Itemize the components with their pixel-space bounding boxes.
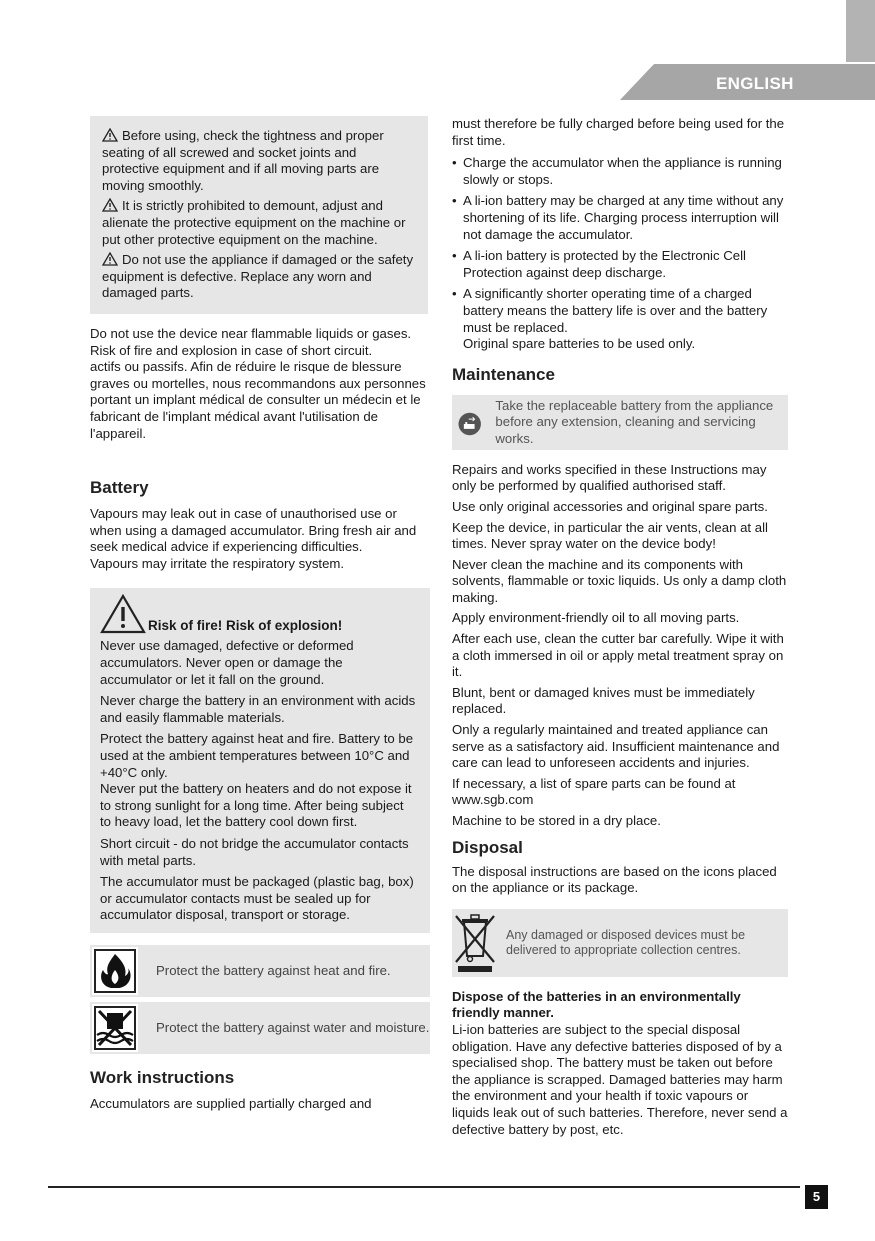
battery-heading: Battery [90, 478, 149, 498]
battery-disposal-heading: Dispose of the batteries in an environmentally friendly manner. [452, 988, 741, 1021]
spare-battery-note: Original spare batteries to be used only. [463, 336, 696, 352]
heat-fire-text: Protect the battery against heat and fire. [156, 962, 391, 978]
intro-paragraph-fr: actifs ou passifs. Afin de réduire le risque de blessure graves ou mortelles, nous recommandons aux personnes portant un implant médical de consulter un médecin et le fabricant de l'implant médical avant l'utilisation de l'appareil. [90, 359, 426, 441]
fire-paragraph: Never use damaged, defective or deformed accumulators. Never open or damage the accumulator or let it fall on the ground. [100, 638, 354, 687]
flame-icon [93, 948, 137, 994]
warning-triangle-icon [100, 594, 146, 634]
fire-heading: Risk of fire! Risk of explosion! [148, 618, 343, 634]
warning-item [102, 252, 414, 302]
fire-paragraph: Protect the battery against heat and fire. Battery to be used at the ambient temperatures between 10°C and +40°C only. [100, 731, 414, 780]
battery-disposal-text: Li-ion batteries are subject to the special disposal obligation. Have any defective batteries disposed of by a specialised shop. The battery must be taken out before the appliance is scrapped. Damaged batteries may harm the environment and your health if toxic vapours or liquids leak out of such batteries. Therefore, never send a defective battery by post, etc. [452, 1021, 788, 1137]
maintenance-paragraph: Use only original accessories and original spare parts. [452, 498, 768, 514]
list-item: • A li-ion battery is protected by the Electronic Cell Protection against deep discharge. [452, 248, 788, 281]
left-column [90, 116, 430, 1113]
maintenance-paragraph: Never clean the machine and its components with solvents, flammable or toxic liquids. Us only a damp cloth making. [452, 556, 787, 605]
fire-paragraph: Never charge the battery in an environment with acids and easily flammable materials. [100, 693, 416, 725]
warning-triangle-icon [102, 252, 118, 266]
warning-item [102, 198, 414, 248]
right-column [452, 116, 788, 1138]
maintenance-notice-text: Take the replaceable battery from the appliance before any extension, cleaning and servicing works. [495, 397, 774, 446]
warning-text: Before using, check the tightness and proper seating of all screwed and socket joints and protective equipment and if all moving parts are moving smoothly. [102, 128, 384, 193]
maintenance-paragraph: Repairs and works specified in these Instructions may only be performed by qualified authorised staff. [452, 461, 767, 494]
warning-triangle-icon [102, 128, 118, 142]
corner-tab [846, 0, 875, 62]
maintenance-paragraph: If necessary, a list of spare parts can be found at www.sgb.com [452, 775, 736, 808]
fire-heading-row [100, 594, 418, 634]
disposal-intro: The disposal instructions are based on the icons placed on the appliance or its package. [452, 863, 777, 896]
fire-paragraph: Short circuit - do not bridge the accumulator contacts with metal parts. [100, 836, 409, 868]
maintenance-paragraph: Apply environment-friendly oil to all moving parts. [452, 610, 740, 626]
maintenance-paragraph: Machine to be stored in a dry place. [452, 813, 661, 828]
intro-paragraph: Do not use the device near flammable liquids or gases. Risk of fire and explosion in case of short circuit. [90, 325, 412, 358]
warning-text: Do not use the appliance if damaged or the safety equipment is defective. Replace any worn and damaged parts. [102, 252, 414, 301]
no-water-icon [93, 1005, 137, 1051]
language-label: ENGLISH [716, 74, 794, 93]
crossed-bin-icon [452, 912, 498, 974]
battery-paragraph: Vapours may leak out in case of unauthorised use or when using a damaged accumulator. Bring fresh air and seek medical advice if experiencing difficulties. [90, 506, 417, 555]
maintenance-notice [452, 395, 788, 450]
work-continued: must therefore be fully charged before being used for the first time. [452, 116, 785, 148]
water-icon-cell [90, 1002, 140, 1054]
list-item: • A significantly shorter operating time of a charged battery means the battery life is over and the battery must be replaced. [452, 286, 788, 336]
work-instructions-heading: Work instructions [90, 1067, 235, 1087]
water-moisture-text: Protect the battery against water and moisture. [156, 1019, 430, 1035]
disposal-notice-text: Any damaged or disposed devices must be delivered to appropriate collection centres. [506, 927, 746, 957]
remove-battery-icon [458, 400, 481, 448]
fire-paragraph: The accumulator must be packaged (plastic bag, box) or accumulator contacts must be sealed up for accumulator disposal, transport or storage. [100, 874, 414, 923]
work-paragraph: Accumulators are supplied partially charged and [90, 1095, 372, 1111]
weee-icon-cell [452, 909, 498, 977]
warning-text: It is strictly prohibited to demount, adjust and alienate the protective equipment on the machine or put other protective equipment on the machine. [102, 198, 406, 247]
disposal-heading: Disposal [452, 837, 523, 857]
warning-box [90, 116, 428, 314]
maintenance-paragraph: Only a regularly maintained and treated appliance can serve as a satisfactory aid. Insufficient maintenance and care can lead to unforeseen accidents and injuries. [452, 722, 780, 771]
flame-icon-cell [90, 945, 140, 997]
maintenance-paragraph: After each use, clean the cutter bar carefully. Wipe it with a cloth immersed in oil or apply metal treatment spray on it. [452, 631, 784, 680]
disposal-notice [452, 909, 788, 977]
maintenance-paragraph: Keep the device, in particular the air vents, clean at all times. Never spray water on the device body! [452, 519, 768, 552]
water-moisture-notice [90, 1002, 430, 1054]
maintenance-paragraph: Blunt, bent or damaged knives must be immediately replaced. [452, 684, 755, 717]
heat-fire-notice [90, 945, 430, 997]
list-item: • A li-ion battery may be charged at any time without any shortening of its life. Charging process interruption will not damage the accumulator. [452, 193, 788, 243]
fire-paragraph: Never put the battery on heaters and do not expose it to strong sunlight for a long time. After being subject to heavy load, let the battery cool down first. [100, 781, 412, 830]
fire-warning-box [90, 588, 430, 933]
warning-item [102, 128, 414, 194]
page-number: 5 [805, 1185, 828, 1209]
warning-triangle-icon [102, 198, 118, 212]
footer-rule [48, 1186, 800, 1188]
charging-list [452, 155, 788, 336]
list-item: • Charge the accumulator when the appliance is running slowly or stops. [452, 155, 788, 188]
battery-paragraph: Vapours may irritate the respiratory system. [90, 555, 345, 571]
maintenance-heading: Maintenance [452, 364, 555, 384]
